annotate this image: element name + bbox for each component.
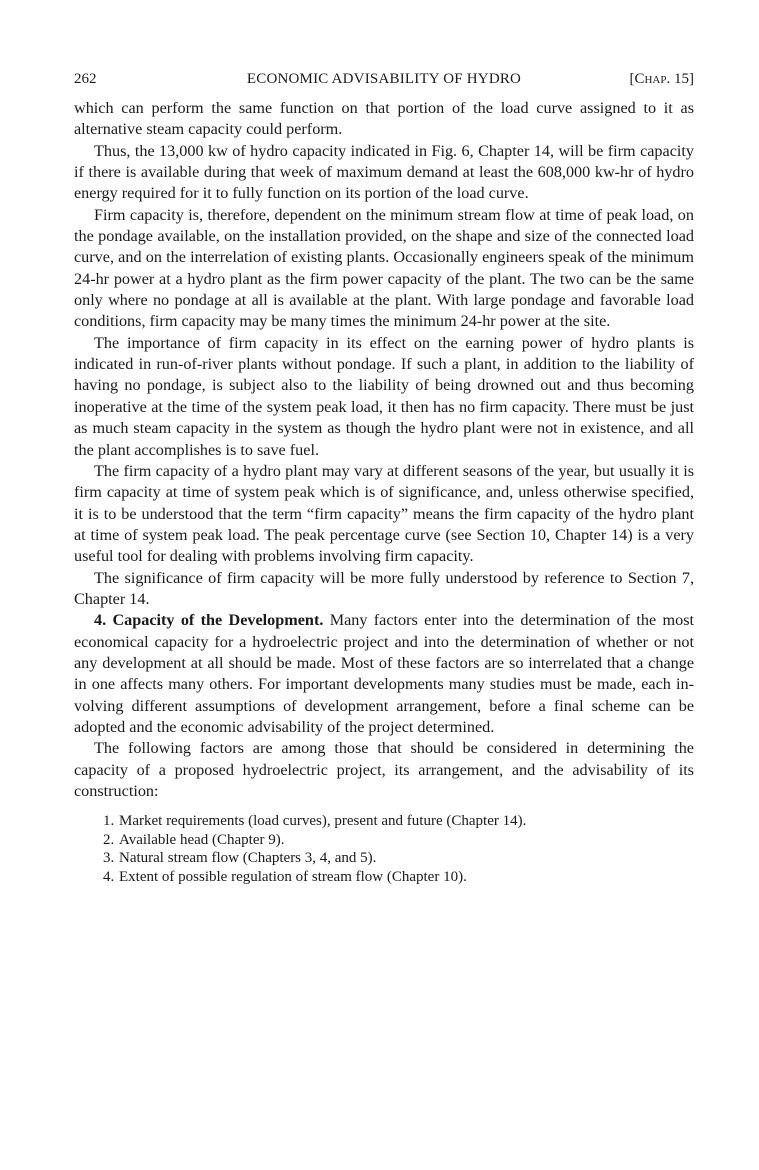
list-item [74,812,694,831]
paragraph: Firm capacity is, therefore, dependent on the minimum stream flow at time of peak load, on the pondage available, on the installation provided, on the shape and size of the connected load curve, and on the interrelation of existing plants. Occasionally engineers speak of the minimum 24-hr power at a hydro plant as the firm power capacity of the plant. The two can be the same only where no pondage at all is available at the plant. With large pondage and favorable load conditions, firm capacity may be many times the minimum 24-hr power at the site. [74,205,694,331]
list-item-number: 1. [103,813,115,830]
list-item-number: 3. [103,850,115,867]
intro-paragraph: The following factors are among those that should be considered in determining the capacity of a proposed hydroelectric project, its arrangement, and the advisability of its construction: [74,739,694,800]
running-title: ECONOMIC ADVISABILITY OF HYDRO [246,71,522,87]
page-number: 262 [74,71,97,87]
chapter-ref-number: 15] [670,71,694,87]
list-item-text: Market requirements (load curves), present and future (Chapter 14). [119,813,527,830]
list-item-text: Available head (Chapter 9). [119,831,285,848]
paragraph: Thus, the 13,000 kw of hydro capacity indicated in Fig. 6, Chapter 14, will be firm capacity if there is available during that week of maximum demand at least the 608,000 kw-hr of hydro energy required for it to fully function on its portion of the load curve. [74,141,694,203]
list-item [74,868,694,887]
body-text [74,98,694,886]
section-paragraph [74,610,694,738]
chapter-ref-label: Chap. [634,71,671,87]
list-item-number: 4. [103,868,115,885]
paragraph: which can perform the same function on that portion of the load curve assigned to it as alternative steam capacity could perform. [74,99,694,139]
paragraph: The significance of firm capacity will be more fully understood by reference to Section 7, Chapter 14. [74,568,694,608]
paragraph: The importance of firm capacity in its effect on the earning power of hydro plants is indicated in run-of-river plants without pondage. If such a plant, in addition to the liability of having no pondage, is subject also to the liability of being drowned out and thus becoming inoperative at the time of the system peak load, it then has no firm capacity. There must be just as much steam capacity in the system as though the hydro plant were not in existence, and all the plant accomplishes is to save fuel. [74,333,694,459]
running-head [74,68,694,90]
list-item [74,849,694,868]
list-item-number: 2. [103,831,115,848]
list-item-text: Natural stream flow (Chapters 3, 4, and 5). [119,850,377,867]
section-heading: 4. Capacity of the Development. [94,611,324,630]
paragraph: The firm capacity of a hydro plant may vary at different seasons of the year, but usually it is firm capacity at time of system peak which is of significance, and, unless otherwise specified, it is to be understood that the term “firm capacity” means the firm capacity of the hydro plant at time of system peak load. The peak percentage curve (see Section 10, Chapter 14) is a very useful tool for dealing with problems involving firm capacity. [74,461,694,566]
list-item-text: Extent of possible regulation of stream flow (Chapter 10). [119,868,467,885]
chapter-ref-bracket: [ [629,71,635,87]
chapter-reference [629,68,694,90]
book-page [74,68,694,886]
list-item [74,831,694,850]
factor-list [74,812,694,886]
section-text: Many factors enter into the determination of the most economical capacity for a hydroelectric project and into the determination of whether or not any development at all should be made. Most of these factors are so interrelated that a change in one affects many others. For important developments many studies must be made, each involving different assumptions of development arrangement, before a final scheme can be adopted and the economic advisability of the project determined. [74,611,695,736]
